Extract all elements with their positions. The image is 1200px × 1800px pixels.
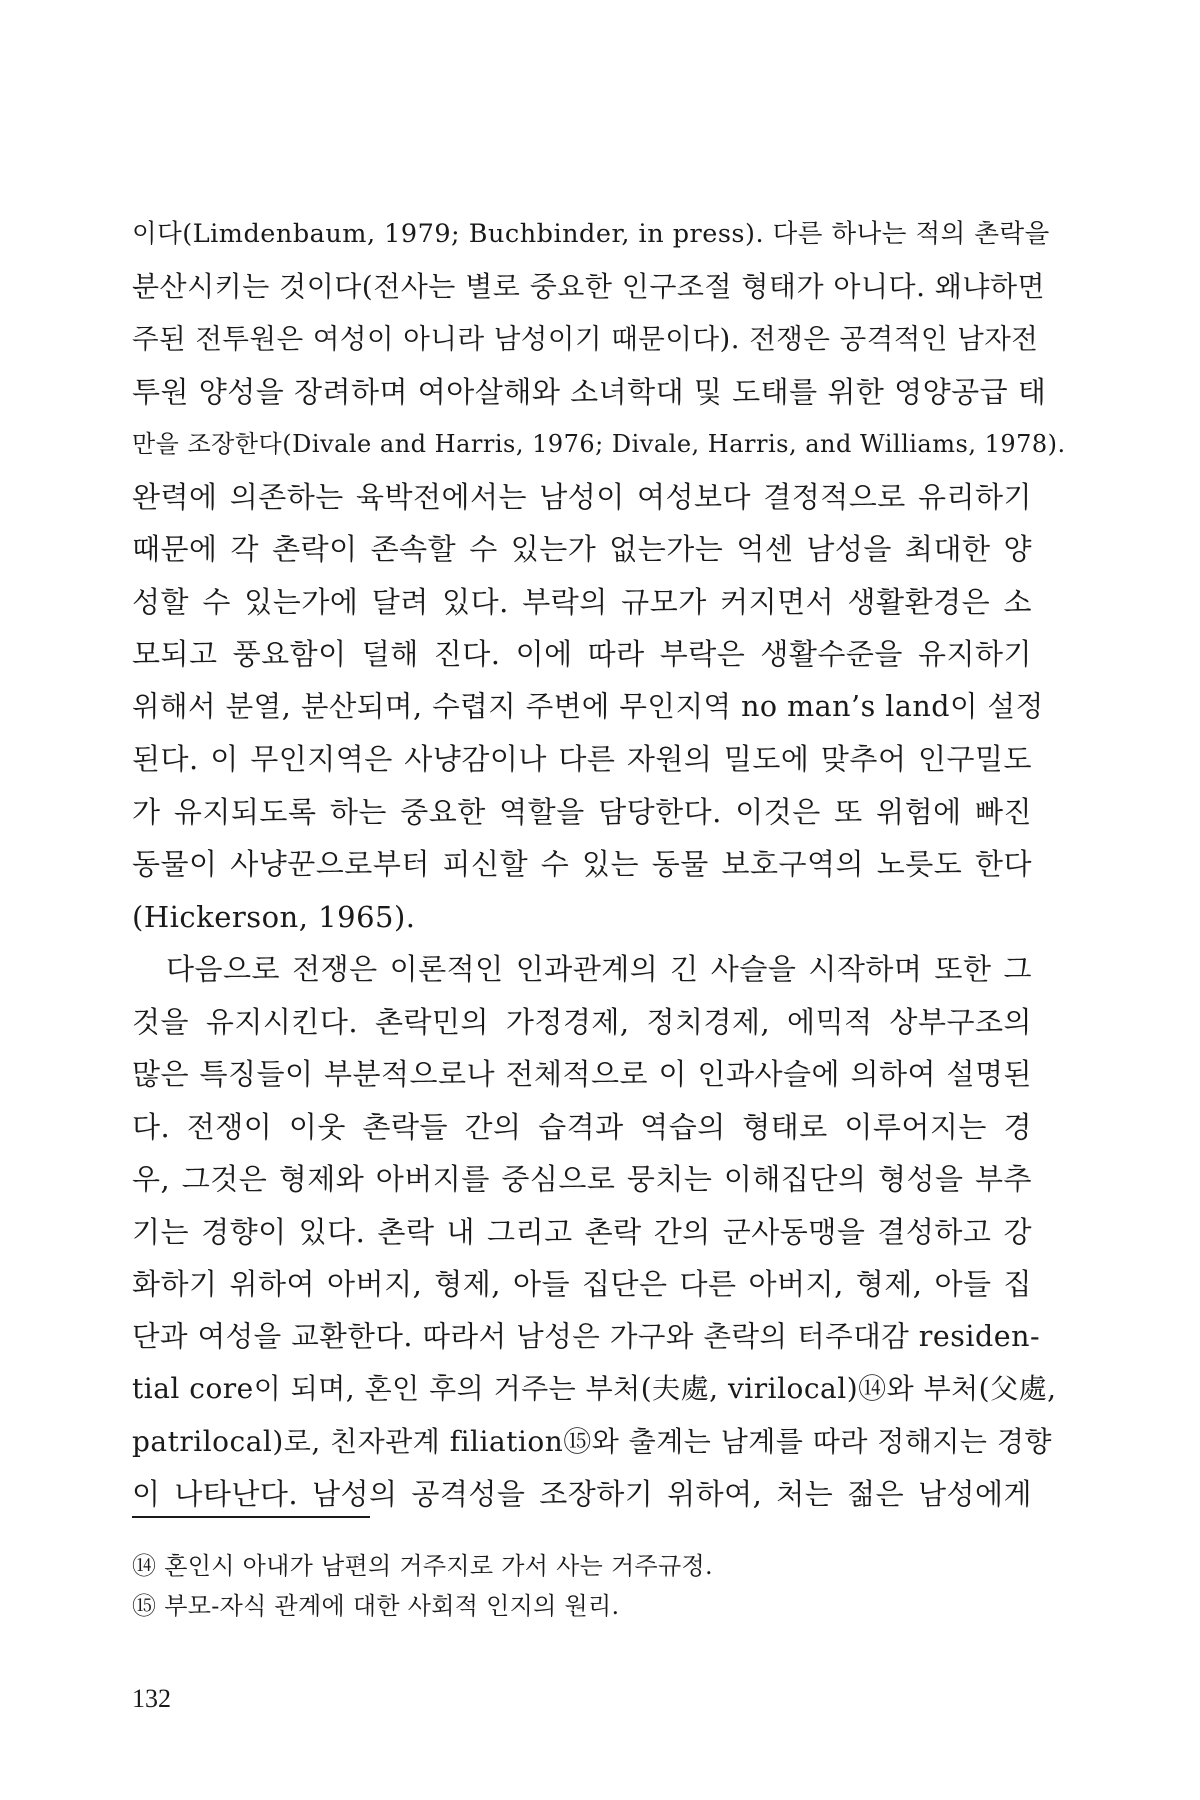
text-line: 성할 수 있는가에 달려 있다. 부락의 규모가 커지면서 생활환경은 소 xyxy=(132,584,1032,619)
text-line: 이다(Limdenbaum, 1979; Buchbinder, in press). 다른 하나는 적의 촌락을 xyxy=(132,219,1050,249)
text-line: 모되고 풍요함이 덜해 진다. 이에 따라 부락은 생활수준을 유지하기 xyxy=(132,637,1032,671)
text-line: 가 유지되도록 하는 중요한 역할을 담당한다. 이것은 또 위험에 빠진 xyxy=(132,794,1032,829)
text-line: 주된 전투원은 여성이 아니라 남성이기 때문이다). 전쟁은 공격적인 남자전 xyxy=(132,323,1039,355)
text-line: 화하기 위하여 아버지, 형제, 아들 집단은 다른 아버지, 형제, 아들 집 xyxy=(132,1267,1032,1301)
text-line: 때문에 각 촌락이 존속할 수 있는가 없는가는 억센 남성을 최대한 양 xyxy=(132,532,1032,566)
text-line: 투원 양성을 장려하며 여아살해와 소녀학대 및 도태를 위한 영양공급 태 xyxy=(132,374,1047,409)
footnotes xyxy=(132,1546,1032,1626)
text-line: 우, 그것은 형제와 아버지를 중심으로 뭉치는 이해집단의 형성을 부추 xyxy=(132,1162,1032,1196)
text-line: 기는 경향이 있다. 촌락 내 그리고 촌락 간의 군사동맹을 결성하고 강 xyxy=(132,1214,1032,1249)
footnote-divider xyxy=(132,1516,370,1518)
text-line: 만을 조장한다(Divale and Harris, 1976; Divale, Harris, and Williams, 1978). xyxy=(132,430,1066,458)
text-line: (Hickerson, 1965). xyxy=(132,899,416,934)
text-line: 위해서 분열, 분산되며, 수렵지 주변에 무인지역 no man’s land이 설정 xyxy=(132,689,1044,723)
text-line: 것을 유지시킨다. 촌락민의 가정경제, 정치경제, 에믹적 상부구조의 xyxy=(132,1004,1032,1039)
body-text xyxy=(132,208,1066,1521)
page-number: 132 xyxy=(132,1684,171,1713)
text-line: 분산시키는 것이다(전사는 별로 중요한 인구조절 형태가 아니다. 왜냐하면 xyxy=(132,269,1046,303)
paragraph-start-line: 다음으로 전쟁은 이론적인 인과관계의 긴 사슬을 시작하며 또한 그 xyxy=(166,952,1032,986)
text-line: 이 나타난다. 남성의 공격성을 조장하기 위하여, 처는 젊은 남성에게 xyxy=(132,1477,1032,1511)
footnote-14: ⑭ 혼인시 아내가 남편의 거주지로 가서 사는 거주규정. xyxy=(132,1552,713,1580)
text-line: patrilocal)로, 친자관계 filiation⑮와 출계는 남계를 따라 정해지는 경향 xyxy=(132,1424,1052,1458)
text-line: tial core이 되며, 혼인 후의 거주는 부처(夫處, virilocal)⑭와 부처(父處, xyxy=(132,1372,1057,1405)
text-line: 동물이 사냥꾼으로부터 피신할 수 있는 동물 보호구역의 노릇도 한다 xyxy=(132,847,1032,881)
text-line: 다. 전쟁이 이웃 촌락들 간의 습격과 역습의 형태로 이루어지는 경 xyxy=(132,1109,1032,1144)
text-line: 된다. 이 무인지역은 사냥감이나 다른 자원의 밀도에 맞추어 인구밀도 xyxy=(132,742,1032,776)
text-line: 많은 특징들이 부분적으로나 전체적으로 이 인과사슬에 의하여 설명된 xyxy=(132,1057,1032,1091)
text-line: 완력에 의존하는 육박전에서는 남성이 여성보다 결정적으로 유리하기 xyxy=(132,479,1032,514)
text-line: 단과 여성을 교환한다. 따라서 남성은 가구와 촌락의 터주대감 residen- xyxy=(132,1319,1041,1353)
footnote-15: ⑮ 부모-자식 관계에 대한 사회적 인지의 원리. xyxy=(132,1592,620,1620)
